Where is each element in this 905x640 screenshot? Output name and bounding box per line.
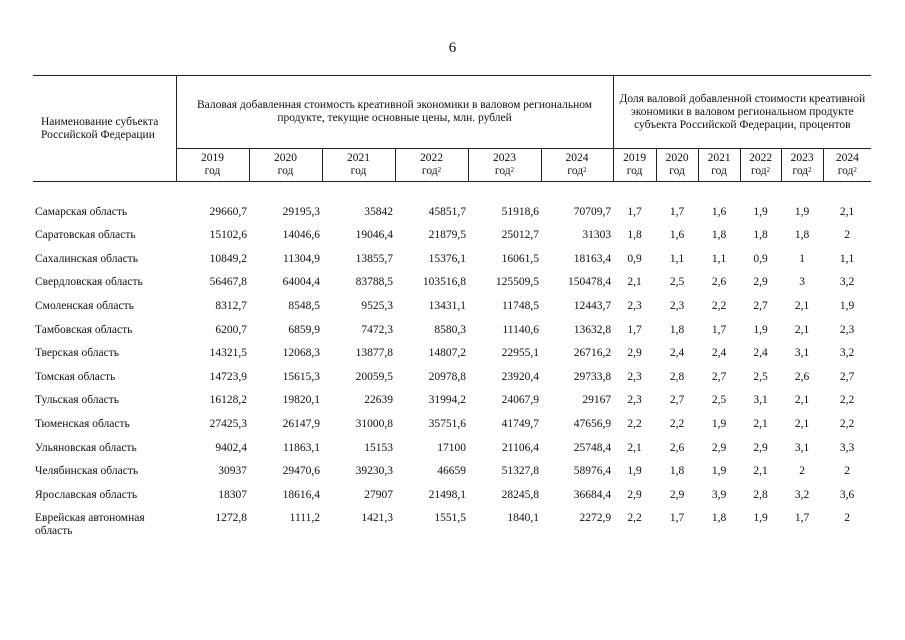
gva-value-cell: 31994,2 <box>428 394 466 407</box>
gva-year-header <box>176 149 249 182</box>
gva-value-cell: 15615,3 <box>282 370 320 383</box>
share-value-cell: 2,1 <box>794 323 810 336</box>
gva-value-cell: 26147,9 <box>282 417 320 430</box>
gva-value-cell: 23920,4 <box>501 370 539 383</box>
share-value-cell: 1,8 <box>669 323 685 336</box>
share-value-cell: 2,4 <box>711 347 727 360</box>
share-value-cell: 2,3 <box>839 323 855 336</box>
share-value-cell: 2,7 <box>753 299 768 312</box>
year-unit-label: год <box>669 165 685 177</box>
gva-value-cell: 19820,1 <box>282 394 320 407</box>
year-label: 2023 <box>790 152 814 164</box>
share-value-cell: 3,9 <box>711 488 727 501</box>
share-value-cell: 2,3 <box>627 370 642 383</box>
share-value-cell: 2,7 <box>839 370 855 383</box>
gva-value-cell: 30937 <box>218 465 247 478</box>
share-value-cell: 2,1 <box>753 417 768 430</box>
share-value-cell: 2,1 <box>753 465 768 478</box>
gva-value-cell: 29660,7 <box>209 205 247 218</box>
region-name-cell: Смоленская область <box>35 299 134 312</box>
share-value-cell: 2,1 <box>839 205 855 218</box>
gva-value-cell: 47656,9 <box>573 417 612 430</box>
year-unit-label: год$^2$ <box>494 165 515 177</box>
gva-value-cell: 27425,3 <box>209 417 247 430</box>
gva-value-cell: 15102,6 <box>209 229 247 242</box>
share-value-cell: 1 <box>799 252 805 265</box>
share-value-cell: 2,6 <box>794 370 810 383</box>
year-unit-label: год <box>204 165 221 177</box>
share-value-cell: 1,9 <box>711 417 727 430</box>
year-label: 2019 <box>201 152 224 164</box>
footnote-marker: 2 <box>766 166 771 174</box>
gva-value-cell: 41749,7 <box>501 417 539 430</box>
gva-value-cell: 103516,8 <box>422 276 466 289</box>
year-label: 2022 <box>749 152 773 164</box>
year-unit-label: год <box>711 165 727 177</box>
share-year-header <box>613 149 656 182</box>
share-value-cell: 2,5 <box>669 276 685 289</box>
footnote-marker: 2 <box>510 166 515 174</box>
region-name-cell: Тверская область <box>35 347 119 360</box>
share-value-cell: 1,6 <box>669 229 685 242</box>
table-row <box>33 394 871 418</box>
share-value-cell: 1,9 <box>753 512 768 525</box>
gva-value-cell: 21879,5 <box>428 229 466 242</box>
table-row <box>33 300 871 324</box>
gva-value-cell: 29167 <box>582 394 612 407</box>
gva-value-cell: 39230,3 <box>355 465 393 478</box>
share-value-cell: 3,2 <box>839 276 855 289</box>
year-unit-label: год$^2$ <box>750 165 771 177</box>
gva-value-cell: 45851,7 <box>428 205 466 218</box>
share-value-cell: 2,5 <box>753 370 768 383</box>
gva-value-cell: 12068,3 <box>282 347 320 360</box>
gva-value-cell: 51327,8 <box>501 465 539 478</box>
gva-value-cell: 13877,8 <box>355 347 393 360</box>
gva-value-cell: 15376,1 <box>428 252 466 265</box>
share-value-cell: 2,2 <box>627 417 642 430</box>
footnote-marker: 2 <box>437 166 442 174</box>
gva-value-cell: 13855,7 <box>355 252 393 265</box>
gva-value-cell: 46659 <box>437 465 466 478</box>
region-name-cell: Тамбовская область <box>35 323 133 336</box>
share-value-cell: 1,9 <box>711 465 727 478</box>
gva-value-cell: 29195,3 <box>282 205 320 218</box>
gva-value-cell: 6859,9 <box>288 323 320 336</box>
gva-value-cell: 31000,8 <box>355 417 393 430</box>
share-value-cell: 3,1 <box>794 347 810 360</box>
share-value-cell: 1,7 <box>627 205 642 218</box>
share-value-cell: 1,7 <box>711 323 727 336</box>
share-value-cell: 1,1 <box>711 252 727 265</box>
region-name-cell: Свердловская область <box>35 276 143 289</box>
gva-group-header: Валовая добавленная стоимость креативной экономики в валовом региональном продукте, текущие основные цены, млн. рублей <box>176 76 613 149</box>
year-unit-label: год$^2$ <box>567 165 587 177</box>
share-value-cell: 3 <box>799 276 805 289</box>
region-name-cell: Томская область <box>35 370 116 383</box>
gva-value-cell: 8580,3 <box>434 323 466 336</box>
share-value-cell: 1,9 <box>794 205 810 218</box>
share-value-cell: 2,1 <box>627 441 642 454</box>
table-row <box>33 442 871 466</box>
share-value-cell: 2 <box>844 229 850 242</box>
year-unit-label: год$^2$ <box>421 165 442 177</box>
share-value-cell: 3,2 <box>794 488 810 501</box>
gva-value-cell: 1551,5 <box>434 512 466 525</box>
gva-value-cell: 24067,9 <box>501 394 539 407</box>
gva-value-cell: 8548,5 <box>288 299 320 312</box>
share-value-cell: 2,2 <box>627 512 642 525</box>
share-value-cell: 2,8 <box>753 488 768 501</box>
year-unit-label: год <box>350 165 367 177</box>
share-value-cell: 2,5 <box>711 394 727 407</box>
gva-value-cell: 15153 <box>364 441 393 454</box>
gva-value-cell: 11304,9 <box>283 252 320 265</box>
share-value-cell: 2,9 <box>669 488 685 501</box>
share-year-header <box>698 149 740 182</box>
gva-value-cell: 20978,8 <box>428 370 466 383</box>
share-value-cell: 1,7 <box>669 205 685 218</box>
share-value-cell: 2,4 <box>753 347 768 360</box>
table-row <box>33 371 871 395</box>
gva-value-cell: 16128,2 <box>209 394 247 407</box>
table-row <box>33 324 871 348</box>
share-value-cell: 0,9 <box>627 252 642 265</box>
gva-value-cell: 16061,5 <box>501 252 539 265</box>
gva-year-header <box>468 149 541 182</box>
gva-value-cell: 1421,3 <box>361 512 393 525</box>
year-label: 2022 <box>420 152 443 164</box>
year-unit-label: год <box>277 165 294 177</box>
gva-value-cell: 1840,1 <box>507 512 539 525</box>
share-value-cell: 1,8 <box>753 229 768 242</box>
share-value-cell: 3,1 <box>753 394 768 407</box>
gva-value-cell: 6200,7 <box>215 323 247 336</box>
table-row <box>33 276 871 300</box>
gva-value-cell: 14046,6 <box>282 229 320 242</box>
share-value-cell: 2 <box>844 465 850 478</box>
share-value-cell: 2,7 <box>669 394 685 407</box>
share-value-cell: 3,6 <box>839 488 855 501</box>
year-unit-label: год$^2$ <box>837 165 857 177</box>
gva-value-cell: 35751,6 <box>428 417 466 430</box>
share-value-cell: 2,9 <box>711 441 727 454</box>
gva-value-cell: 22955,1 <box>501 347 539 360</box>
gva-value-cell: 11140,6 <box>502 323 539 336</box>
share-value-cell: 0,9 <box>753 252 768 265</box>
table-row <box>33 253 871 277</box>
gva-value-cell: 13431,1 <box>428 299 466 312</box>
gva-value-cell: 31303 <box>582 229 612 242</box>
share-value-cell: 3,1 <box>794 441 810 454</box>
region-name-cell: Самарская область <box>35 205 128 218</box>
share-value-cell: 2,1 <box>794 299 810 312</box>
year-label: 2023 <box>493 152 516 164</box>
share-year-header <box>781 149 823 182</box>
gva-value-cell: 83788,5 <box>355 276 393 289</box>
share-value-cell: 1,8 <box>711 512 727 525</box>
gva-value-cell: 150478,4 <box>567 276 612 289</box>
region-name-cell: Тульская область <box>35 394 119 407</box>
gva-value-cell: 25012,7 <box>501 229 539 242</box>
gva-value-cell: 13632,8 <box>573 323 612 336</box>
year-label: 2021 <box>707 152 731 164</box>
region-column-header: Наименование субъекта Российской Федерации <box>33 76 176 182</box>
gva-value-cell: 19046,4 <box>355 229 393 242</box>
page-number: 6 <box>448 40 457 56</box>
year-label: 2024 <box>565 152 589 164</box>
share-value-cell: 1,6 <box>711 205 727 218</box>
share-value-cell: 2,4 <box>669 347 685 360</box>
gva-value-cell: 18307 <box>218 488 247 501</box>
footnote-marker: 2 <box>583 166 587 174</box>
share-value-cell: 1,8 <box>711 229 727 242</box>
region-name-cell: Саратовская область <box>35 229 136 242</box>
share-value-cell: 2,6 <box>711 276 727 289</box>
gva-value-cell: 26716,2 <box>573 347 612 360</box>
gva-value-cell: 28245,8 <box>501 488 539 501</box>
gva-value-cell: 21106,4 <box>502 441 539 454</box>
table-row <box>33 418 871 442</box>
gva-value-cell: 14321,5 <box>209 347 247 360</box>
gva-value-cell: 21498,1 <box>428 488 466 501</box>
gva-value-cell: 2272,9 <box>579 512 612 525</box>
year-unit-label: год <box>626 165 643 177</box>
share-value-cell: 1,7 <box>794 512 810 525</box>
table-row <box>33 206 871 230</box>
gva-value-cell: 11863,1 <box>283 441 320 454</box>
gva-value-cell: 51918,6 <box>501 205 539 218</box>
region-name-cell: Тюменская область <box>35 417 130 430</box>
gva-value-cell: 125509,5 <box>495 276 539 289</box>
table-row <box>33 229 871 253</box>
share-value-cell: 2,6 <box>669 441 685 454</box>
gva-value-cell: 11748,5 <box>502 299 539 312</box>
share-value-cell: 2,2 <box>839 394 855 407</box>
share-value-cell: 2,1 <box>627 276 642 289</box>
share-year-header <box>740 149 781 182</box>
share-value-cell: 2,1 <box>794 417 810 430</box>
share-value-cell: 1,7 <box>627 323 642 336</box>
year-label: 2021 <box>347 152 370 164</box>
gva-value-cell: 20059,5 <box>355 370 393 383</box>
share-value-cell: 1,8 <box>669 465 685 478</box>
share-value-cell: 2,2 <box>839 417 855 430</box>
region-name-cell: Челябинская область <box>35 465 139 478</box>
footnote-marker: 2 <box>808 166 812 174</box>
share-value-cell: 2,9 <box>753 276 768 289</box>
creative-economy-table <box>33 75 871 538</box>
gva-year-header <box>541 149 613 182</box>
gva-value-cell: 18163,4 <box>573 252 612 265</box>
gva-value-cell: 70709,7 <box>573 205 612 218</box>
region-name-cell: Ульяновская область <box>35 441 137 454</box>
footnote-marker: 2 <box>853 166 857 174</box>
gva-value-cell: 25748,4 <box>573 441 612 454</box>
share-value-cell: 2,2 <box>711 299 727 312</box>
share-value-cell: 3,2 <box>839 347 855 360</box>
table-row <box>33 465 871 489</box>
year-label: 2019 <box>623 152 647 164</box>
year-unit-label: год$^2$ <box>792 165 812 177</box>
gva-year-header <box>249 149 322 182</box>
share-value-cell: 2 <box>799 465 805 478</box>
gva-value-cell: 14723,9 <box>209 370 247 383</box>
share-value-cell: 2,9 <box>627 347 642 360</box>
share-value-cell: 2,1 <box>794 394 810 407</box>
gva-value-cell: 22639 <box>364 394 393 407</box>
share-value-cell: 2,3 <box>669 299 685 312</box>
share-value-cell: 2,7 <box>711 370 727 383</box>
gva-value-cell: 1111,2 <box>289 512 320 525</box>
share-value-cell: 1,9 <box>753 205 768 218</box>
gva-value-cell: 9402,4 <box>215 441 247 454</box>
gva-value-cell: 14807,2 <box>428 347 466 360</box>
share-value-cell: 3,3 <box>839 441 855 454</box>
share-group-header: Доля валовой добавленной стоимости креативной экономики в валовом региональном продукте субъекта Российской Федерации, процентов <box>613 76 871 149</box>
gva-value-cell: 56467,8 <box>209 276 247 289</box>
share-year-header <box>656 149 698 182</box>
share-year-header <box>823 149 871 182</box>
gva-value-cell: 58976,4 <box>573 465 612 478</box>
gva-year-header <box>322 149 395 182</box>
year-label: 2024 <box>835 152 859 164</box>
share-value-cell: 2 <box>844 512 850 525</box>
share-value-cell: 1,8 <box>627 229 642 242</box>
share-value-cell: 1,1 <box>669 252 685 265</box>
share-value-cell: 2,9 <box>753 441 768 454</box>
gva-value-cell: 29470,6 <box>282 465 320 478</box>
gva-value-cell: 29733,8 <box>573 370 612 383</box>
gva-value-cell: 36684,4 <box>573 488 612 501</box>
share-value-cell: 1,1 <box>839 252 855 265</box>
gva-value-cell: 17100 <box>437 441 466 454</box>
table-row <box>33 512 871 538</box>
share-value-cell: 2,3 <box>627 394 642 407</box>
gva-value-cell: 1272,8 <box>215 512 247 525</box>
table-row <box>33 347 871 371</box>
share-value-cell: 2,3 <box>627 299 642 312</box>
share-value-cell: 1,9 <box>839 299 855 312</box>
year-label: 2020 <box>274 152 297 164</box>
gva-value-cell: 12443,7 <box>573 299 612 312</box>
gva-value-cell: 7472,3 <box>361 323 393 336</box>
gva-value-cell: 8312,7 <box>215 299 247 312</box>
share-value-cell: 1,9 <box>753 323 768 336</box>
share-value-cell: 1,7 <box>669 512 685 525</box>
share-value-cell: 2,9 <box>627 488 642 501</box>
gva-value-cell: 10849,2 <box>209 252 247 265</box>
year-label: 2020 <box>665 152 689 164</box>
table-row <box>33 489 871 513</box>
share-value-cell: 2,8 <box>669 370 685 383</box>
region-name-cell: Еврейская автономная область <box>35 512 145 538</box>
gva-value-cell: 18616,4 <box>282 488 320 501</box>
gva-value-cell: 27907 <box>364 488 393 501</box>
share-value-cell: 1,8 <box>794 229 810 242</box>
gva-year-header <box>395 149 468 182</box>
share-value-cell: 1,9 <box>627 465 642 478</box>
gva-value-cell: 9525,3 <box>361 299 393 312</box>
share-value-cell: 2,2 <box>669 417 685 430</box>
gva-value-cell: 64004,4 <box>282 276 320 289</box>
region-name-cell: Сахалинская область <box>35 252 138 265</box>
region-name-cell: Ярославская область <box>35 488 138 501</box>
gva-value-cell: 35842 <box>364 205 393 218</box>
